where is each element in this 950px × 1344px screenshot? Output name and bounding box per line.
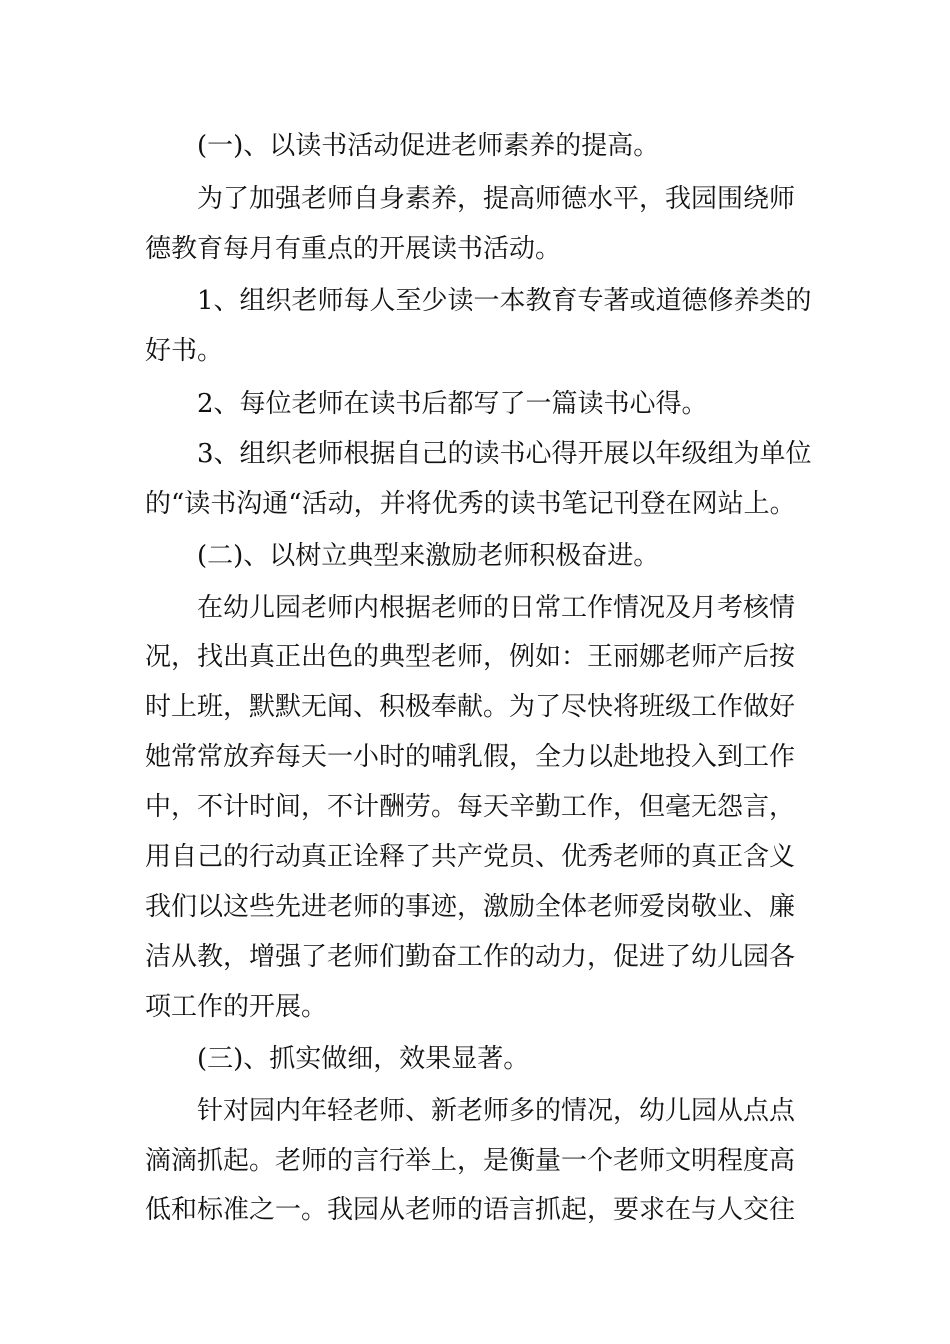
paragraph-line: 中，不计时间，不计酬劳。每天辛勤工作，但毫无怨言，: [145, 792, 796, 822]
section-heading-1: (一)、以读书活动促进老师素养的提高。: [197, 131, 660, 161]
section-heading-2: (二)、以树立典型来激励老师积极奋进。: [197, 541, 660, 571]
paragraph-line: 在幼儿园老师内根据老师的日常工作情况及月考核情: [197, 593, 796, 623]
paragraph-line: 用自己的行动真正诠释了共产党员、优秀老师的真正含义: [145, 842, 796, 872]
section-heading-3: (三)、抓实做细，效果显著。: [197, 1044, 530, 1074]
list-item-2: 2、每位老师在读书后都写了一篇读书心得。: [197, 389, 708, 419]
paragraph-line: 洁从教，增强了老师们勤奋工作的动力，促进了幼儿园各: [145, 942, 796, 972]
paragraph-line: 德教育每月有重点的开展读书活动。: [145, 234, 562, 264]
paragraph-line: 针对园内年轻老师、新老师多的情况，幼儿园从点点: [197, 1096, 796, 1126]
paragraph-line: 我们以这些先进老师的事迹，激励全体老师爱岗敬业、廉: [145, 892, 796, 922]
list-item-1: 1、组织老师每人至少读一本教育专著或道德修养类的: [197, 286, 812, 316]
paragraph-line: 的“读书沟通“活动，并将优秀的读书笔记刊登在网站上。: [145, 489, 796, 519]
paragraph-line: 低和标准之一。我园从老师的语言抓起，要求在与人交往: [145, 1195, 796, 1225]
paragraph-line: 好书。: [145, 336, 224, 366]
paragraph-line: 她常常放弃每天一小时的哺乳假，全力以赴地投入到工作: [145, 742, 796, 772]
paragraph-line: 为了加强老师自身素养，提高师德水平，我园围绕师: [197, 184, 796, 214]
paragraph-line: 时上班，默默无闻、积极奉献。为了尽快将班级工作做好: [145, 692, 796, 722]
paragraph-line: 项工作的开展。: [145, 992, 328, 1022]
paragraph-line: 滴滴抓起。老师的言行举上，是衡量一个老师文明程度高: [145, 1146, 796, 1176]
list-item-3: 3、组织老师根据自己的读书心得开展以年级组为单位: [197, 439, 812, 469]
paragraph-line: 况，找出真正出色的典型老师，例如：王丽娜老师产后按: [145, 642, 796, 672]
